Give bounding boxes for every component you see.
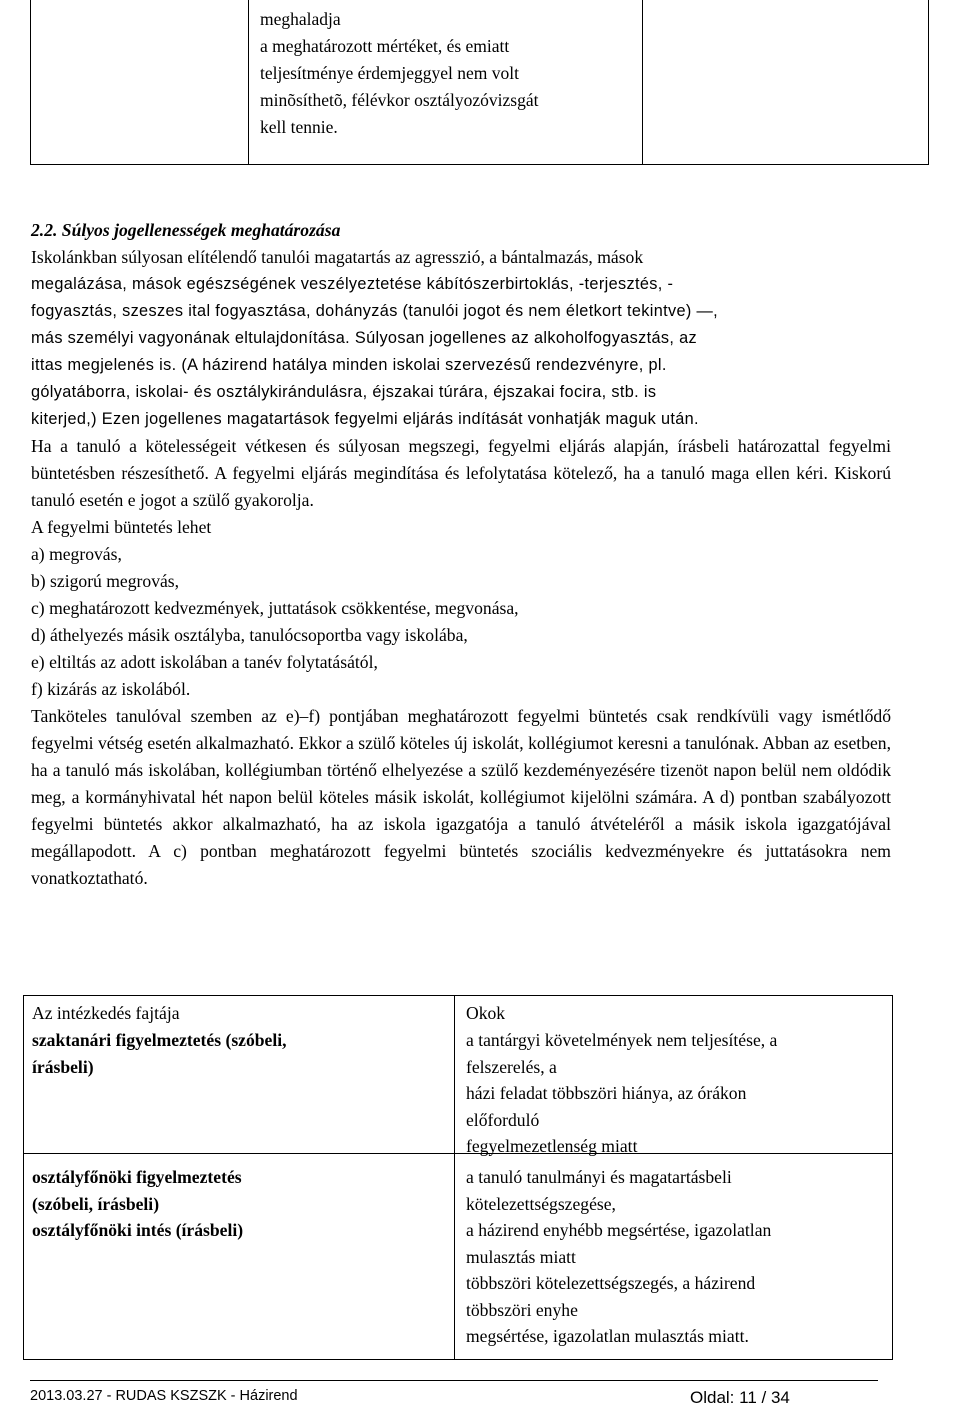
section-body (31, 217, 891, 892)
continuation-table-col1 (31, 0, 249, 164)
list-item: a) megrovás, (31, 544, 122, 564)
cell-line: megsértése, igazolatlan mulasztás miatt. (466, 1326, 749, 1346)
cell-line: felszerelés, a (466, 1056, 557, 1077)
list-item: c) meghatározott kedvezmények, juttatások csökkentése, megvonása, (31, 598, 519, 618)
continuation-text (248, 0, 642, 141)
footer-document-info: 2013.03.27 - RUDAS KSZSZK - Házirend (30, 1388, 298, 1404)
cell-line: mulasztás miatt (466, 1246, 576, 1267)
measures-table (23, 995, 893, 1360)
paragraph-line: Iskolánkban súlyosan elítélendő tanulói magatartás az agresszió, a bántalmazás, mások (31, 247, 644, 267)
paragraph-line: kiterjed,) Ezen jogellenes magatartások fegyelmi eljárás indítását vonhatják maguk után. (31, 410, 699, 428)
continuation-line: a meghatározott mértéket, és emiatt (260, 36, 510, 56)
header-measure-type: Az intézkedés fajtája (32, 1003, 180, 1023)
page-footer (30, 1380, 878, 1407)
continuation-line: kell tennie. (260, 117, 338, 137)
list-intro: A fegyelmi büntetés lehet (31, 517, 212, 537)
continuation-table-col2 (248, 0, 643, 164)
cell-line: osztályfőnöki figyelmeztetés (32, 1167, 242, 1187)
paragraph-compulsory-school: Tanköteles tanulóval szemben az e)–f) pontjában meghatározott fegyelmi büntetés csak rendkívüli vagy ismétlődő fegyelmi vétség esetén alkalmazható. Ekkor a szülő köteles új iskolát, kollégiumot keresni a tanulónak. Abban az esetben, ha a tanuló más iskolában, kollégiumban történő elhelyezése a szülő kezdeményezésére tizenöt napon belül nem oldódik meg, a kormányhivatal hét napon belül köteles másik iskolát, kollégiumot kijelölni számára. A d) pontban szabályozott fegyelmi büntetés akkor alkalmazható, ha az iskola igazgatója a tanuló átvételéről a másik iskola igazgatójával megállapodott. A c) pontban meghatározott fegyelmi büntetés szociális kedvezményekre és juttatásokra nem vonatkoztatható. (31, 706, 891, 888)
paragraph-disciplinary: Ha a tanuló a kötelességeit vétkesen és súlyosan megszegi, fegyelmi eljárás alapján, írásbeli határozattal fegyelmi büntetésben részesíthető. A fegyelmi eljárás megindítása és lefolytatása kötelező, ha a tanuló maga ellen kéri. Kiskorú tanuló esetén e jogot a szülő gyakorolja. (31, 436, 891, 510)
cell-line: írásbeli) (32, 1056, 94, 1077)
paragraph-serious-violations (31, 244, 891, 433)
continuation-line: meghaladja (260, 9, 341, 29)
cell-line: osztályfőnöki intés (írásbeli) (32, 1220, 244, 1240)
cell-line: (szóbeli, írásbeli) (32, 1193, 160, 1214)
paragraph-line: más személyi vagyonának eltulajdonítása. Súlyosan jogellenes az alkoholfogyasztás, az (31, 329, 697, 347)
cell-line: a házirend enyhébb megsértése, igazolatlan (466, 1220, 772, 1240)
cell-line: a tanuló tanulmányi és magatartásbeli (466, 1167, 732, 1187)
cell-line: szaktanári figyelmeztetés (szóbeli, (32, 1030, 287, 1050)
list-item: e) eltiltás az adott iskolában a tanév folytatásától, (31, 652, 378, 672)
list-item: b) szigorú megrovás, (31, 571, 180, 591)
list-item: f) kizárás az iskolából. (31, 679, 191, 699)
paragraph-line: ittas megjelenés is. (A házirend hatálya minden iskolai szervezésű rendezvényre, pl. (31, 356, 667, 374)
row1-reasons (466, 1027, 777, 1160)
punishment-list (31, 541, 891, 703)
row2-reasons (466, 1164, 771, 1350)
cell-line: a tantárgyi követelmények nem teljesítése, a (466, 1030, 778, 1050)
paragraph-line: megalázása, mások egészségének veszélyeztetése kábítószerbirtoklás, -terjesztés, - (31, 275, 674, 293)
cell-line: fegyelmezetlenség miatt (466, 1136, 638, 1156)
footer-page-number: Oldal: 11 / 34 (690, 1388, 790, 1407)
row1-measure (32, 1027, 287, 1080)
section-heading: 2.2. Súlyos jogellenességek meghatározása (31, 220, 341, 240)
paragraph-line: gólyatáborra, iskolai- és osztálykirándulásra, éjszakai túrára, éjszakai focira, stb. is (31, 383, 657, 401)
cell-line: többszöri kötelezettségszegés, a házirend (466, 1273, 756, 1293)
cell-line: többszöri enyhe (466, 1299, 578, 1320)
cell-line: kötelezettségszegése, (466, 1193, 616, 1214)
list-item: d) áthelyezés másik osztályba, tanulócsoportba vagy iskolába, (31, 625, 468, 645)
cell-line: előforduló (466, 1109, 540, 1130)
continuation-line: teljesítménye érdemjeggyel nem volt (260, 63, 520, 83)
row2-measure (32, 1164, 243, 1244)
cell-line: házi feladat többszöri hiánya, az órákon (466, 1083, 747, 1103)
continuation-table (30, 0, 929, 165)
header-reasons: Okok (466, 1003, 506, 1023)
table-divider (454, 996, 455, 1359)
paragraph-line: fogyasztás, szeszes ital fogyasztása, dohányzás (tanulói jogot és nem életkort tekintve) —, (31, 302, 719, 320)
continuation-line: minõsíthetõ, félévkor osztályozóvizsgát (260, 90, 539, 110)
